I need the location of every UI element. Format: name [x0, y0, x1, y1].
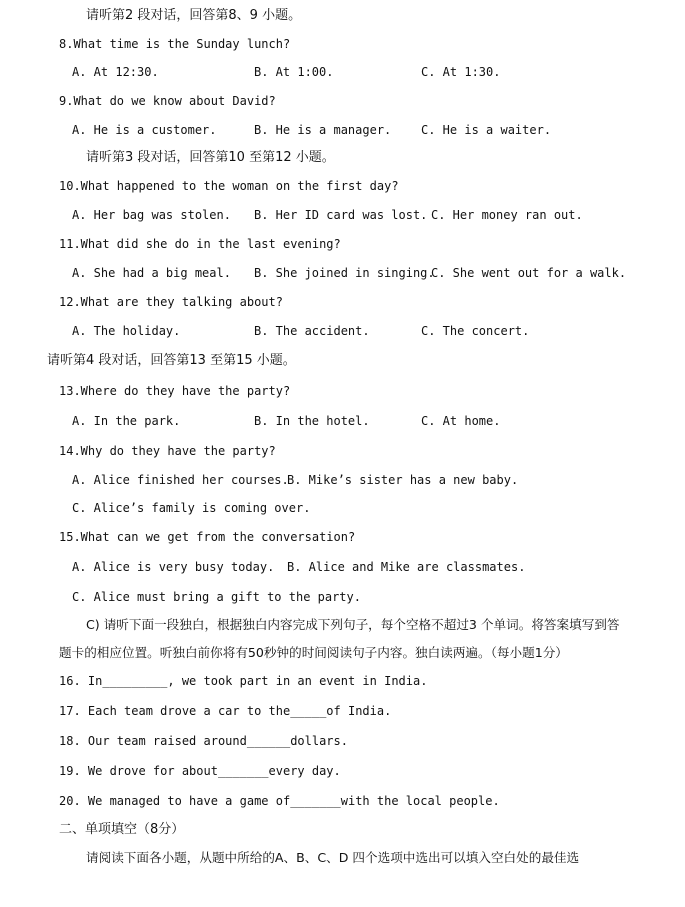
question-9-stem: 9.What do we know about David? [59, 94, 276, 108]
part-c-instruction-line2: 题卡的相应位置。听独白前你将有50秒钟的时间阅读句子内容。独白读两遍。（每小题1分） [59, 645, 568, 660]
question-11-option-c: C. She went out for a walk. [431, 266, 627, 280]
question-12-stem: 12.What are they talking about? [59, 295, 283, 309]
question-11-stem: 11.What did she do in the last evening? [59, 237, 341, 251]
part-2-title: 二、单项填空（8分） [59, 822, 185, 837]
question-8-option-b: B. At 1:00. [254, 65, 334, 79]
fill-question-19: 19. We drove for about_______every day. [59, 764, 341, 778]
question-14-stem: 14.Why do they have the party? [59, 444, 276, 458]
question-15-option-b: B. Alice and Mike are classmates. [287, 560, 526, 574]
question-12-option-c: C. The concert. [421, 324, 530, 338]
question-8-stem: 8.What time is the Sunday lunch? [59, 37, 291, 51]
question-14-option-b: B. Mike’s sister has a new baby. [287, 473, 519, 487]
question-10-option-b: B. Her ID card was lost. [254, 208, 428, 222]
question-13-option-b: B. In the hotel. [254, 414, 370, 428]
part-2-intro: 请阅读下面各小题，从题中所给的A、B、C、D 四个选项中选出可以填入空白处的最佳选 [86, 850, 580, 865]
section-4-instruction: 请听第4 段对话，回答第13 至第15 小题。 [47, 353, 296, 368]
question-13-option-c: C. At home. [421, 414, 501, 428]
question-9-option-a: A. He is a customer. [72, 123, 217, 137]
question-15-stem: 15.What can we get from the conversation? [59, 530, 356, 544]
question-8-option-c: C. At 1:30. [421, 65, 501, 79]
question-10-option-a: A. Her bag was stolen. [72, 208, 231, 222]
question-15-option-c: C. Alice must bring a gift to the party. [72, 590, 361, 604]
part-c-instruction-line1: C) 请听下面一段独白，根据独白内容完成下列句子，每个空格不超过3 个单词。将答案填写到答 [86, 617, 620, 632]
question-14-option-c: C. Alice’s family is coming over. [72, 501, 311, 515]
fill-question-18: 18. Our team raised around______dollars. [59, 734, 348, 748]
question-14-option-a: A. Alice finished her courses. [72, 473, 289, 487]
section-3-instruction: 请听第3 段对话，回答第10 至第12 小题。 [86, 150, 335, 165]
question-13-option-a: A. In the park. [72, 414, 181, 428]
fill-question-20: 20. We managed to have a game of_______with the local people. [59, 794, 500, 808]
fill-question-17: 17. Each team drove a car to the_____of India. [59, 704, 392, 718]
question-11-option-b: B. She joined in singing. [254, 266, 435, 280]
question-12-option-b: B. The accident. [254, 324, 370, 338]
question-9-option-b: B. He is a manager. [254, 123, 392, 137]
question-11-option-a: A. She had a big meal. [72, 266, 231, 280]
question-10-option-c: C. Her money ran out. [431, 208, 583, 222]
question-12-option-a: A. The holiday. [72, 324, 181, 338]
fill-question-16: 16. In_________, we took part in an event in India. [59, 674, 428, 688]
question-8-option-a: A. At 12:30. [72, 65, 159, 79]
section-2-instruction: 请听第2 段对话，回答第8、9 小题。 [86, 8, 302, 23]
question-10-stem: 10.What happened to the woman on the first day? [59, 179, 399, 193]
question-15-option-a: A. Alice is very busy today. [72, 560, 275, 574]
question-13-stem: 13.Where do they have the party? [59, 384, 291, 398]
question-9-option-c: C. He is a waiter. [421, 123, 552, 137]
